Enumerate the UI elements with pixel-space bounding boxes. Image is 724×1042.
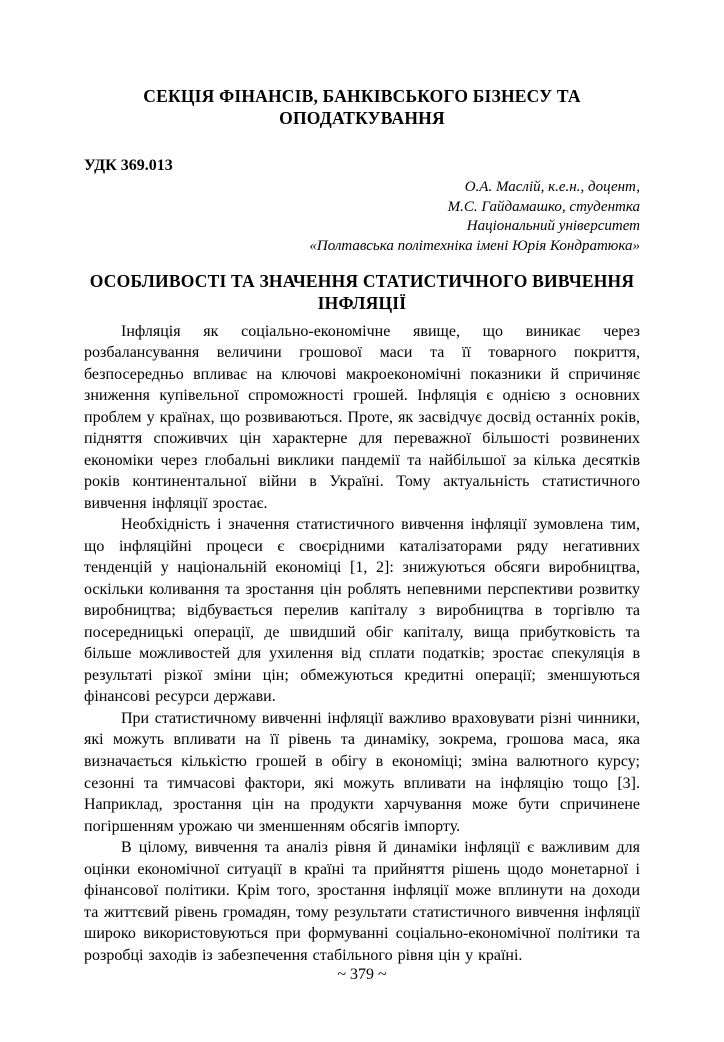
section-heading: СЕКЦІЯ ФІНАНСІВ, БАНКІВСЬКОГО БІЗНЕСУ ТА ОПОДАТКУВАННЯ bbox=[143, 86, 581, 128]
paragraph-2: Необхідність і значення статистичного вивчення інфляції зумовлена тим, що інфляційні процеси є своєрідними каталізаторами ряду негативних тенденцій у національній економіці [1, 2]: знижуються обсяги виробництва, оскільки коливання та зростання цін роблять непевними перспективи розвитку виробництва; відбувається перелив капіталу з виробництва в торгівлю та посередницькі операції, де швидший обіг капіталу, вища прибутковість та більше можливостей для ухилення від сплати податків; зростає спекуляція в результаті різкої зміни цін; обмежуються кредитні операції; зменшуються фінансові ресурси держави. bbox=[84, 516, 640, 706]
affiliation-line-2: «Полтавська політехніка імені Юрія Кондратюка» bbox=[309, 238, 640, 255]
affiliation-line-1: Національний університет bbox=[466, 218, 640, 235]
paper-title: ОСОБЛИВОСТІ ТА ЗНАЧЕННЯ СТАТИСТИЧНОГО ВИВЧЕННЯ ІНФЛЯЦІЇ bbox=[89, 270, 635, 313]
author-line-2: М.С. Гайдамашко, студентка bbox=[447, 198, 640, 215]
paragraph-1: Інфляція як соціально-економічне явище, що виникає через розбалансування величини грошової маси та її товарного покриття, безпосередньо впливає на ключові макроекономічні показники й спричиняє зниження купівельної спроможності грошей. Інфляція є однією з основних проблем у країнах, що розвиваються. Проте, як засвідчує досвід останніх років, підняття споживчих цін характерне для переважної більшості розвинених економіки через глобальні виклики пандемії та найбільшої за кілька десятків років континентальної війни в Україні. Тому актуальність статистичного вивчення інфляції зростає. bbox=[84, 322, 640, 512]
paragraph-4: В цілому, вивчення та аналіз рівня й динаміки інфляції є важливим для оцінки економічної ситуації в країні та прийняття рішень щодо монетарної і фінансової політики. Крім того, зростання інфляції може вплинути на доходи та життєвий рівень громадян, тому результати статистичного вивчення інфляції широко використовуються при формуванні соціально-економічної політики та розробці заходів із забезпечення стабільного рівня цін у країні. bbox=[84, 839, 640, 964]
page-number: ~ 379 ~ bbox=[337, 966, 387, 984]
udk-code: УДК 369.013 bbox=[84, 156, 173, 174]
paper-body bbox=[84, 321, 640, 966]
authors-block bbox=[84, 178, 640, 257]
paragraph-3: При статистичному вивченні інфляції важливо враховувати різні чинники, які можуть впливати на її рівень та динаміку, зокрема, грошова маса, яка визначається кількістю грошей в обігу в економіці; зміна валютного курсу; сезонні та тимчасові фактори, які можуть впливати на інфляцію тощо [3]. Наприклад, зростання цін на продукти харчування може бути спричинене погіршенням урожаю чи зменшенням обсягів імпорту. bbox=[84, 709, 640, 835]
author-line-1: О.А. Маслій, к.е.н., доцент, bbox=[464, 178, 640, 195]
